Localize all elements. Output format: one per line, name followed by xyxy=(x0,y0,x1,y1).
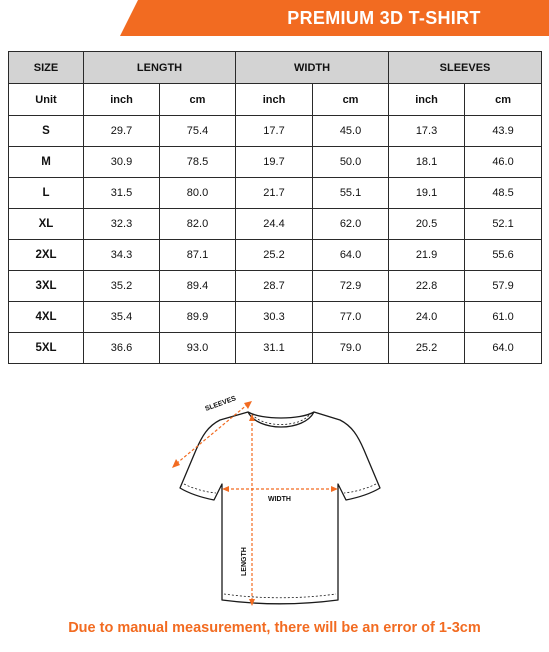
sleeves-arrow-head-top xyxy=(244,401,252,409)
sleeves-cm-cell: 43.9 xyxy=(465,116,542,147)
width-cm-cell: 45.0 xyxy=(313,116,389,147)
header-width: WIDTH xyxy=(236,52,389,84)
length-label: LENGTH xyxy=(241,547,248,576)
width-inch-cell: 31.1 xyxy=(236,333,313,364)
size-cell: S xyxy=(9,116,84,147)
length-inch-cell: 34.3 xyxy=(84,240,160,271)
size-cell: XL xyxy=(9,209,84,240)
length-inch-cell: 32.3 xyxy=(84,209,160,240)
header-sleeves: SLEEVES xyxy=(389,52,542,84)
width-inch-cell: 24.4 xyxy=(236,209,313,240)
sleeves-cm-cell: 48.5 xyxy=(465,178,542,209)
sleeves-cm-cell: 64.0 xyxy=(465,333,542,364)
sleeves-cm-cell: 46.0 xyxy=(465,147,542,178)
table-row xyxy=(9,209,542,240)
length-cm-cell: 78.5 xyxy=(160,147,236,178)
sleeves-inch-cell: 20.5 xyxy=(389,209,465,240)
width-cm-cell: 72.9 xyxy=(313,271,389,302)
sleeves-arrow-head-bottom xyxy=(172,459,180,468)
length-inch-cell: 30.9 xyxy=(84,147,160,178)
sleeves-cm-cell: 61.0 xyxy=(465,302,542,333)
sleeves-label: SLEEVES xyxy=(204,395,238,413)
length-inch-cell: 35.2 xyxy=(84,271,160,302)
length-cm-cell: 75.4 xyxy=(160,116,236,147)
width-inch-cell: 30.3 xyxy=(236,302,313,333)
table-row xyxy=(9,302,542,333)
sleeves-inch-cell: 21.9 xyxy=(389,240,465,271)
unit-sleeves-inch: inch xyxy=(389,84,465,116)
width-cm-cell: 62.0 xyxy=(313,209,389,240)
width-label: WIDTH xyxy=(268,496,291,503)
tshirt-measurement-diagram xyxy=(160,388,400,613)
size-cell: 3XL xyxy=(9,271,84,302)
width-inch-cell: 28.7 xyxy=(236,271,313,302)
sleeves-inch-cell: 18.1 xyxy=(389,147,465,178)
tshirt-outline xyxy=(180,412,380,604)
header-size: SIZE xyxy=(9,52,84,84)
sleeves-inch-cell: 22.8 xyxy=(389,271,465,302)
length-inch-cell: 35.4 xyxy=(84,302,160,333)
size-cell: L xyxy=(9,178,84,209)
length-cm-cell: 87.1 xyxy=(160,240,236,271)
width-cm-cell: 55.1 xyxy=(313,178,389,209)
width-cm-cell: 64.0 xyxy=(313,240,389,271)
size-cell: M xyxy=(9,147,84,178)
length-inch-cell: 36.6 xyxy=(84,333,160,364)
size-cell: 2XL xyxy=(9,240,84,271)
table-row xyxy=(9,147,542,178)
sleeves-inch-cell: 25.2 xyxy=(389,333,465,364)
width-inch-cell: 19.7 xyxy=(236,147,313,178)
sleeves-cm-cell: 55.6 xyxy=(465,240,542,271)
table-row xyxy=(9,178,542,209)
unit-length-cm: cm xyxy=(160,84,236,116)
header-row xyxy=(9,52,542,84)
sleeves-inch-cell: 17.3 xyxy=(389,116,465,147)
measurement-disclaimer: Due to manual measurement, there will be an error of 1-3cm xyxy=(68,620,481,636)
width-inch-cell: 17.7 xyxy=(236,116,313,147)
unit-row xyxy=(9,84,542,116)
unit-sleeves-cm: cm xyxy=(465,84,542,116)
unit-width-cm: cm xyxy=(313,84,389,116)
width-cm-cell: 79.0 xyxy=(313,333,389,364)
width-inch-cell: 25.2 xyxy=(236,240,313,271)
sleeves-cm-cell: 52.1 xyxy=(465,209,542,240)
length-inch-cell: 31.5 xyxy=(84,178,160,209)
length-cm-cell: 89.9 xyxy=(160,302,236,333)
sleeves-inch-cell: 19.1 xyxy=(389,178,465,209)
width-cm-cell: 50.0 xyxy=(313,147,389,178)
length-inch-cell: 29.7 xyxy=(84,116,160,147)
table-row xyxy=(9,240,542,271)
width-cm-cell: 77.0 xyxy=(313,302,389,333)
length-cm-cell: 89.4 xyxy=(160,271,236,302)
table-row xyxy=(9,271,542,302)
size-chart-table xyxy=(8,51,542,364)
size-cell: 5XL xyxy=(9,333,84,364)
unit-width-inch: inch xyxy=(236,84,313,116)
sleeves-inch-cell: 24.0 xyxy=(389,302,465,333)
size-cell: 4XL xyxy=(9,302,84,333)
length-cm-cell: 93.0 xyxy=(160,333,236,364)
length-cm-cell: 82.0 xyxy=(160,209,236,240)
header-length: LENGTH xyxy=(84,52,236,84)
table-row xyxy=(9,333,542,364)
unit-label: Unit xyxy=(9,84,84,116)
sleeves-cm-cell: 57.9 xyxy=(465,271,542,302)
unit-length-inch: inch xyxy=(84,84,160,116)
page-title: PREMIUM 3D T-SHIRT xyxy=(287,8,481,28)
width-inch-cell: 21.7 xyxy=(236,178,313,209)
length-cm-cell: 80.0 xyxy=(160,178,236,209)
table-row xyxy=(9,116,542,147)
